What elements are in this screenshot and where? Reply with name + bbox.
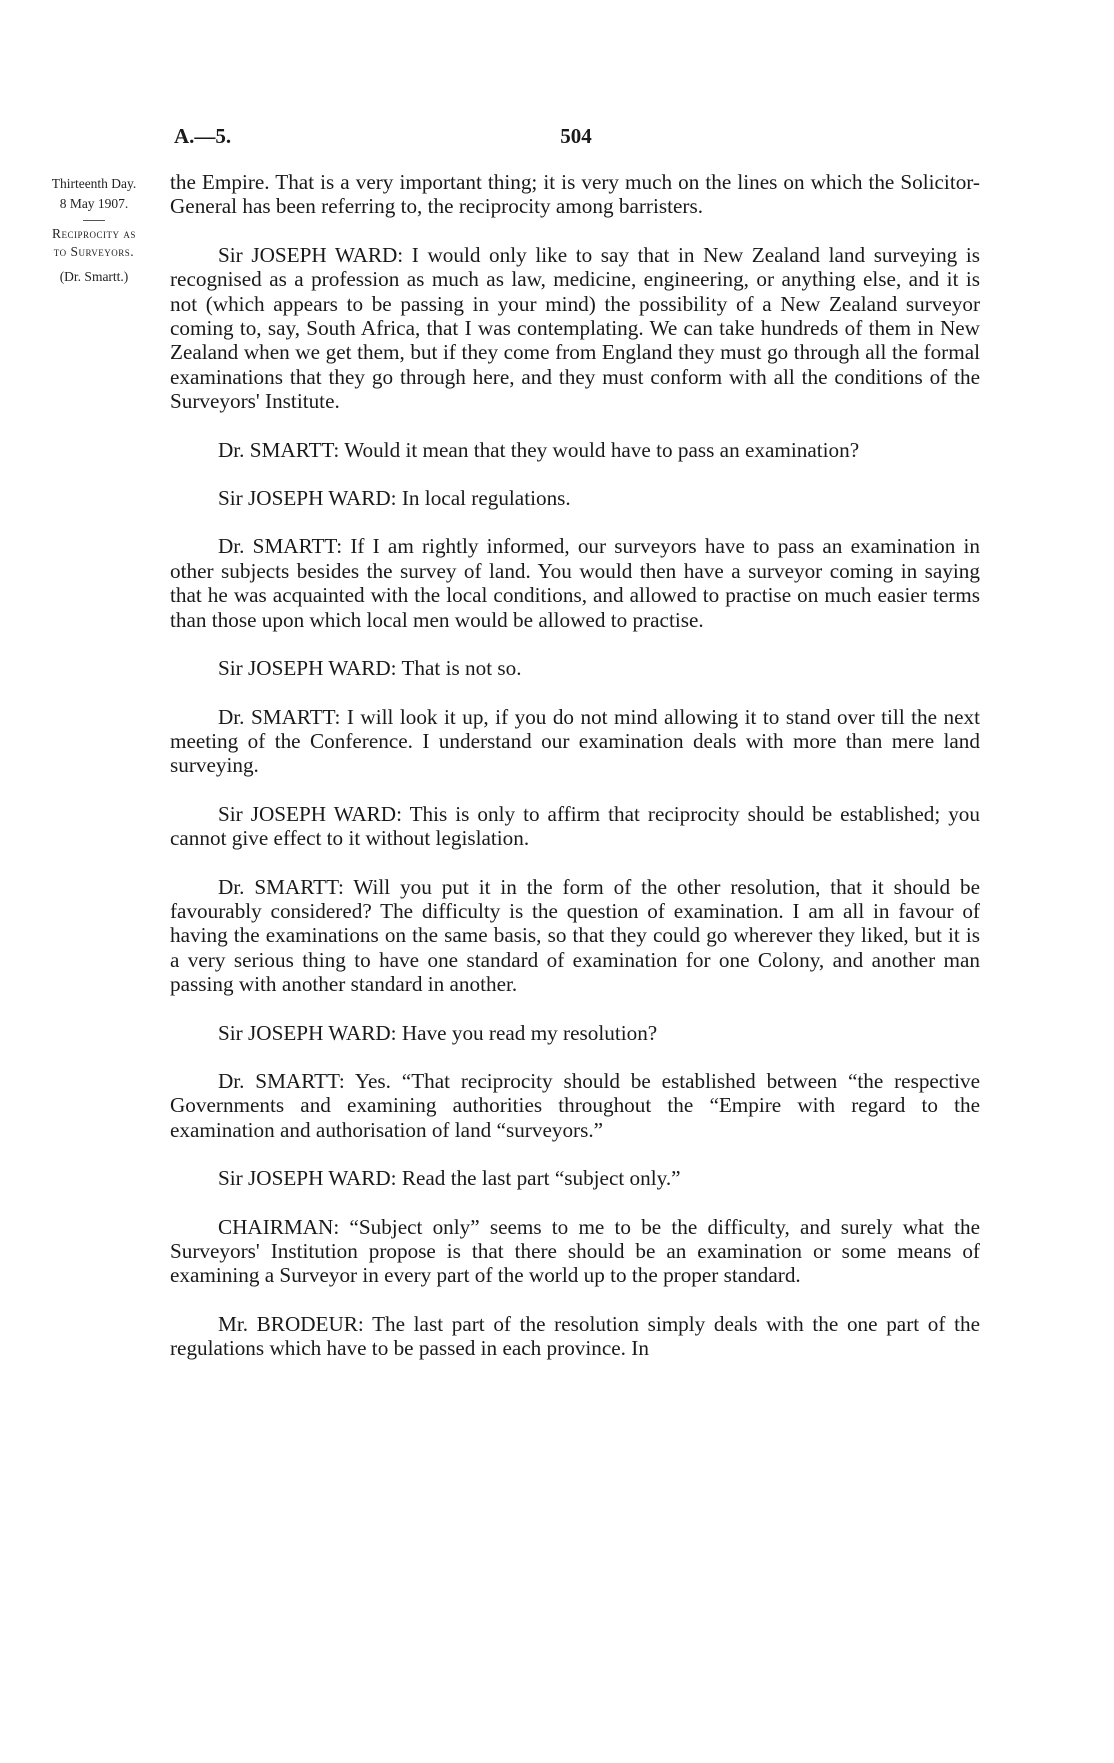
page-number: 504 <box>560 124 592 148</box>
margin-day: Thirteenth Day. <box>51 176 137 191</box>
paragraph: Dr. SMARTT: If I am rightly informed, our surveyors have to pass an examination in other subjects besides the survey of land. You would then have a surveyor coming in saying that he was acquainted with the local conditions, and allowed to practise on much easier terms than those upon which local men would be allowed to practise. <box>170 534 980 632</box>
paragraph: Sir JOSEPH WARD: I would only like to say that in New Zealand land surveying is recognised as a profession as much as law, medicine, engineering, or anything else, and it is not (which appears to be passing in your mind) the possibility of a New Zealand surveyor coming to, say, South Africa, that I was contemplating. We can take hundreds of them in New Zealand when we get them, but if they come from England they must go through all the formal examinations that they go through here, and they must conform with all the conditions of the Surveyors' Institute. <box>170 242 980 414</box>
paragraph: Sir JOSEPH WARD: That is not so. <box>218 656 522 681</box>
margin-topic-line1: Reciprocity as <box>52 226 136 241</box>
paragraph: Dr. SMARTT: I will look it up, if you do not mind allowing it to stand over till the next meeting of the Conference. I understand our examination deals with more than mere land surveying. <box>170 704 980 778</box>
margin-date: 8 May 1907. <box>59 196 129 211</box>
running-head <box>174 124 978 154</box>
paragraph: Dr. SMARTT: Yes. “That reciprocity should be established between “the respective Governments and examining authorities throughout the “Empire with regard to the examination and authorisation of land “surveyors.” <box>170 1068 980 1142</box>
paragraph-continuation: the Empire. That is a very important thing; it is very much on the lines on which the Solicitor-General has been referring to, the reciprocity among barristers. <box>170 170 980 219</box>
margin-speaker-note: (Dr. Smartt.) <box>59 269 129 284</box>
series-number: A.—5. <box>174 124 232 148</box>
paragraph: Sir JOSEPH WARD: In local regulations. <box>218 486 571 511</box>
paragraph: Sir JOSEPH WARD: Read the last part “subject only.” <box>218 1166 681 1191</box>
paragraph: Dr. SMARTT: Will you put it in the form of the other resolution, that it should be favourably considered? The difficulty is the question of examination. I am all in favour of having the examinations on the same basis, so that they could go wherever they liked, but it is a very serious thing to have one standard of examination for one Colony, and another man passing with another standard in another. <box>170 874 980 997</box>
paragraph: Dr. SMARTT: Would it mean that they would have to pass an examination? <box>218 437 860 462</box>
paragraph: Sir JOSEPH WARD: Have you read my resolution? <box>218 1020 658 1045</box>
margin-divider <box>83 220 105 221</box>
margin-notes <box>28 174 160 287</box>
margin-topic-line2: to Surveyors. <box>53 244 135 259</box>
paragraph: Mr. BRODEUR: The last part of the resolution simply deals with the one part of the regulations which have to be passed in each province. In <box>170 1311 980 1361</box>
paragraph: CHAIRMAN: “Subject only” seems to me to be the difficulty, and surely what the Surveyors' Institution propose is that there should be an examination or some means of examining a Surveyor in every part of the world up to the proper standard. <box>170 1214 980 1288</box>
paragraph: Sir JOSEPH WARD: This is only to affirm that reciprocity should be established; you cannot give effect to it without legislation. <box>170 801 980 851</box>
body-text <box>170 170 980 1385</box>
